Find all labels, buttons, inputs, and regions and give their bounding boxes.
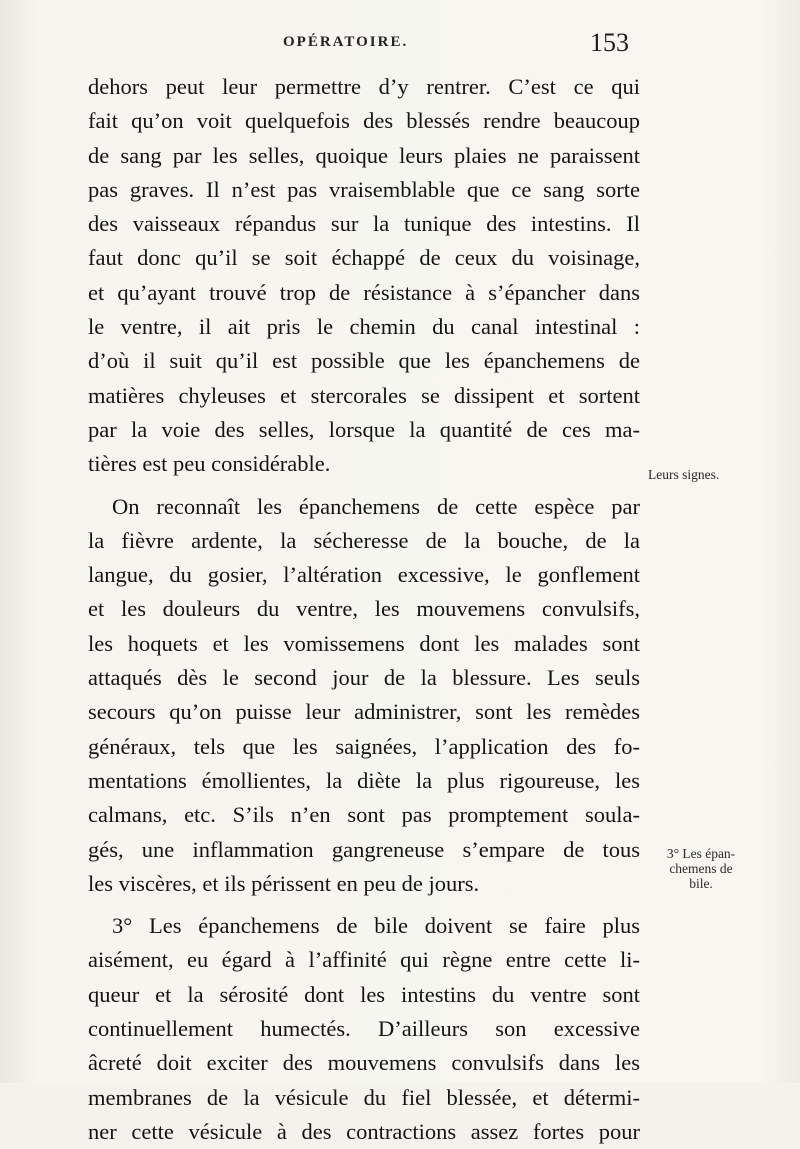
margin-note-line: 3° Les épan- xyxy=(666,846,736,861)
text-line: le ventre, il ait pris le chemin du canal intestinal : xyxy=(88,314,640,340)
text-line: généraux, tels que les saignées, l’application des fo- xyxy=(88,733,640,759)
paragraph-gap xyxy=(88,901,640,909)
margin-note-signs: Leurs signes. xyxy=(648,467,720,482)
text-line: continuellement humectés. D’ailleurs son excessive xyxy=(88,1016,640,1042)
paragraph-1 xyxy=(88,70,640,482)
text-line: dehors peut leur permettre d’y rentrer. C’est ce qui xyxy=(88,74,640,99)
text-line: On reconnaît les épanchemens de cette espèce par xyxy=(112,493,640,519)
text-line: âcreté doit exciter des mouvemens convulsifs dans les xyxy=(88,1050,640,1076)
margin-note-line: chemens de xyxy=(669,861,733,876)
text-line: calmans, etc. S’ils n’en sont pas promptement soula- xyxy=(88,802,640,828)
text-line: et les douleurs du ventre, les mouvemens convulsifs, xyxy=(88,596,640,622)
text-line: membranes de la vésicule du fiel blessée, et détermi- xyxy=(88,1084,640,1110)
text-line: mentations émollientes, la diète la plus rigoureuse, les xyxy=(88,767,640,793)
margin-note-line: bile. xyxy=(689,876,713,891)
text-line: faut donc qu’il se soit échappé de ceux du voisinage, xyxy=(88,245,640,271)
text-line: les hoquets et les vomissemens dont les malades sont xyxy=(88,630,640,656)
text-line: gés, une inflammation gangreneuse s’empare de tous xyxy=(88,836,640,862)
text-line: la fièvre ardente, la sécheresse de la bouche, de la xyxy=(88,527,640,553)
body-text xyxy=(88,70,640,1149)
text-line: 3° Les épanchemens de bile doivent se faire plus xyxy=(112,913,640,939)
text-line: langue, du gosier, l’altération excessive, le gonflement xyxy=(88,562,640,588)
paragraph-2 xyxy=(88,490,640,902)
text-line: aisément, eu égard à l’affinité qui règne entre cette li- xyxy=(88,947,640,973)
text-line: fait qu’on voit quelquefois des blessés rendre beaucoup xyxy=(88,108,640,134)
margin-note-bile xyxy=(651,846,751,891)
text-line: et qu’ayant trouvé trop de résistance à s’épancher dans xyxy=(88,279,640,305)
text-line: matières chyleuses et stercorales se dissipent et sortent xyxy=(88,382,640,408)
text-line: queur et la sérosité dont les intestins du ventre sont xyxy=(88,981,640,1007)
text-line: pas graves. Il n’est pas vraisemblable que ce sang sorte xyxy=(88,176,640,202)
running-title: OPÉRATOIRE. xyxy=(283,34,409,50)
text-line: des vaisseaux répandus sur la tunique des intestins. Il xyxy=(88,211,640,237)
text-line: de sang par les selles, quoique leurs plaies ne paraissent xyxy=(88,142,640,168)
text-line: attaqués dès le second jour de la blessure. Les seuls xyxy=(88,665,640,691)
paragraph-gap xyxy=(88,482,640,490)
text-line: tières est peu considérable. xyxy=(88,451,331,477)
text-line: ner cette vésicule à des contractions assez fortes pour xyxy=(88,1118,640,1144)
paragraph-3 xyxy=(88,909,640,1149)
text-line: d’où il suit qu’il est possible que les épanchemens de xyxy=(88,348,640,374)
page-number: 153 xyxy=(590,28,629,57)
text-line: secours qu’on puisse leur administrer, sont les remèdes xyxy=(88,699,640,725)
text-line: par la voie des selles, lorsque la quantité de ces ma- xyxy=(88,416,640,442)
text-line: les viscères, et ils périssent en peu de jours. xyxy=(88,870,480,896)
